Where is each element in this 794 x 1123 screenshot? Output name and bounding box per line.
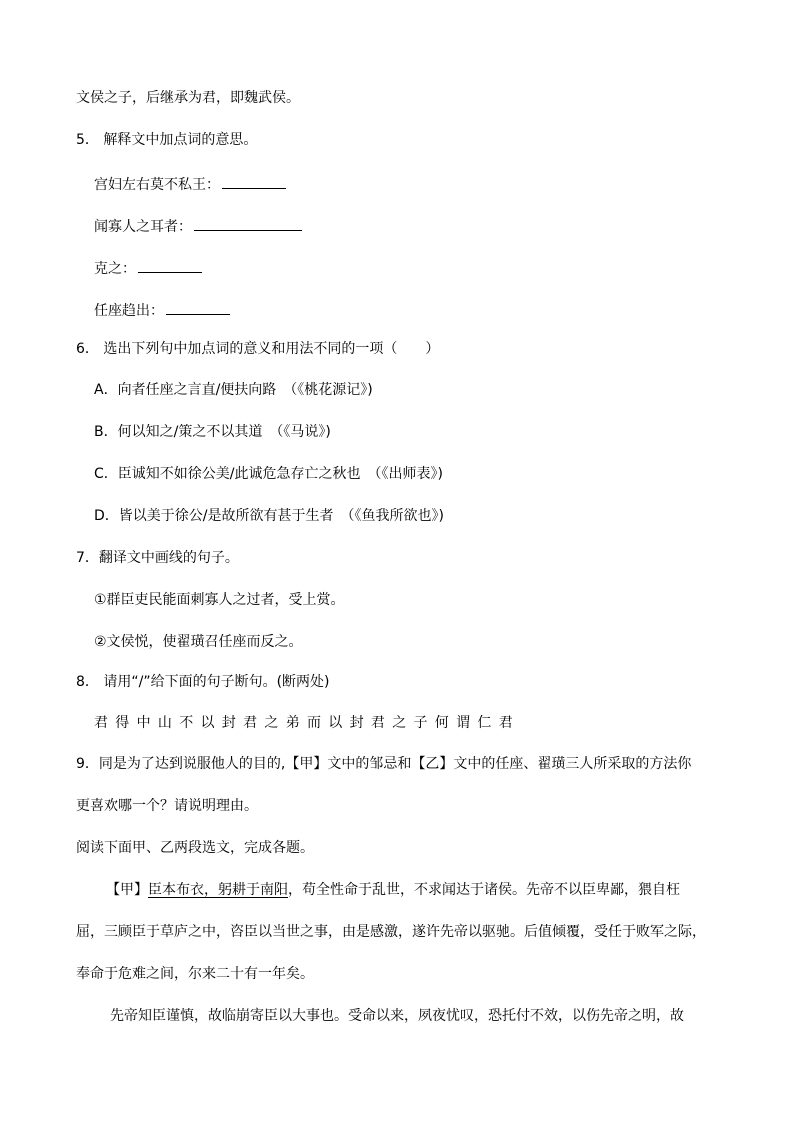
answer-blank[interactable] <box>166 298 230 315</box>
question-5: 5． 解释文中加点词的意思。 <box>76 132 258 148</box>
q5-item <box>94 298 230 321</box>
answer-blank[interactable] <box>222 172 286 189</box>
passage-tag: 【甲】 <box>106 882 148 898</box>
question-8: 8． 请用“/”给下面的句子断句。(断两处) <box>76 674 330 690</box>
question-9: 9．同是为了达到说服他人的目的,【甲】文中的邹忌和【乙】文中的任座、翟璜三人所采取的方法你 <box>76 756 692 772</box>
q5-item <box>94 172 286 195</box>
reading-instruction: 阅读下面甲、乙两段选文，完成各题。 <box>76 840 314 856</box>
q5-item-label: 闻寡人之耳者： <box>94 219 192 235</box>
q7-sentence-2: ②文侯悦，使翟璜召任座而反之。 <box>94 634 303 650</box>
q5-item <box>94 214 302 237</box>
passage-jia-line <box>106 880 680 900</box>
question-6: 6． 选出下列句中加点词的意义和用法不同的一项（ ） <box>76 341 440 357</box>
question-7: 7．翻译文中画线的句子。 <box>76 550 239 566</box>
passage-text: ，苟全性命于乱世，不求闻达于诸侯。先帝不以臣卑鄙，猥自枉 <box>288 882 680 898</box>
underlined-sentence: 臣本布衣，躬耕于南阳 <box>148 882 288 898</box>
option-d: D．皆以美于徐公/是故所欲有甚于生者 （《鱼我所欲也》) <box>94 508 444 524</box>
option-b: B．何以知之/策之不以其道 （《马说》) <box>94 424 331 440</box>
passage-jia-line: 奉命于危难之间，尔来二十有一年矣。 <box>76 966 314 982</box>
text-line: 文侯之子，后继承为君，即魏武侯。 <box>76 90 300 106</box>
option-c: C．臣诚知不如徐公美/此诚危急存亡之秋也 （《出师表》) <box>94 466 443 482</box>
q5-item-label: 克之： <box>94 261 136 277</box>
option-a: A．向者任座之言直/便扶向路 （《桃花源记》) <box>94 382 373 398</box>
question-9-cont: 更喜欢哪一个？请说明理由。 <box>76 798 258 814</box>
q8-sentence: 君得中山不以封君之弟而以封君之子何谓仁君 <box>94 715 520 731</box>
answer-blank[interactable] <box>138 256 202 273</box>
passage-jia-line: 先帝知臣谨慎，故临崩寄臣以大事也。受命以来，夙夜忧叹，恐托付不效，以伤先帝之明，故 <box>110 1008 684 1024</box>
q5-item <box>94 256 202 279</box>
q5-item-label: 宫妇左右莫不私王： <box>94 177 220 193</box>
passage-jia-line: 屈，三顾臣于草庐之中，咨臣以当世之事，由是感激，遂许先帝以驱驰。后值倾覆，受任于败军之际， <box>76 924 706 940</box>
q7-sentence-1: ①群臣吏民能面刺寡人之过者，受上赏。 <box>94 592 345 608</box>
q5-item-label: 任座趋出： <box>94 303 164 319</box>
answer-blank[interactable] <box>194 214 302 231</box>
